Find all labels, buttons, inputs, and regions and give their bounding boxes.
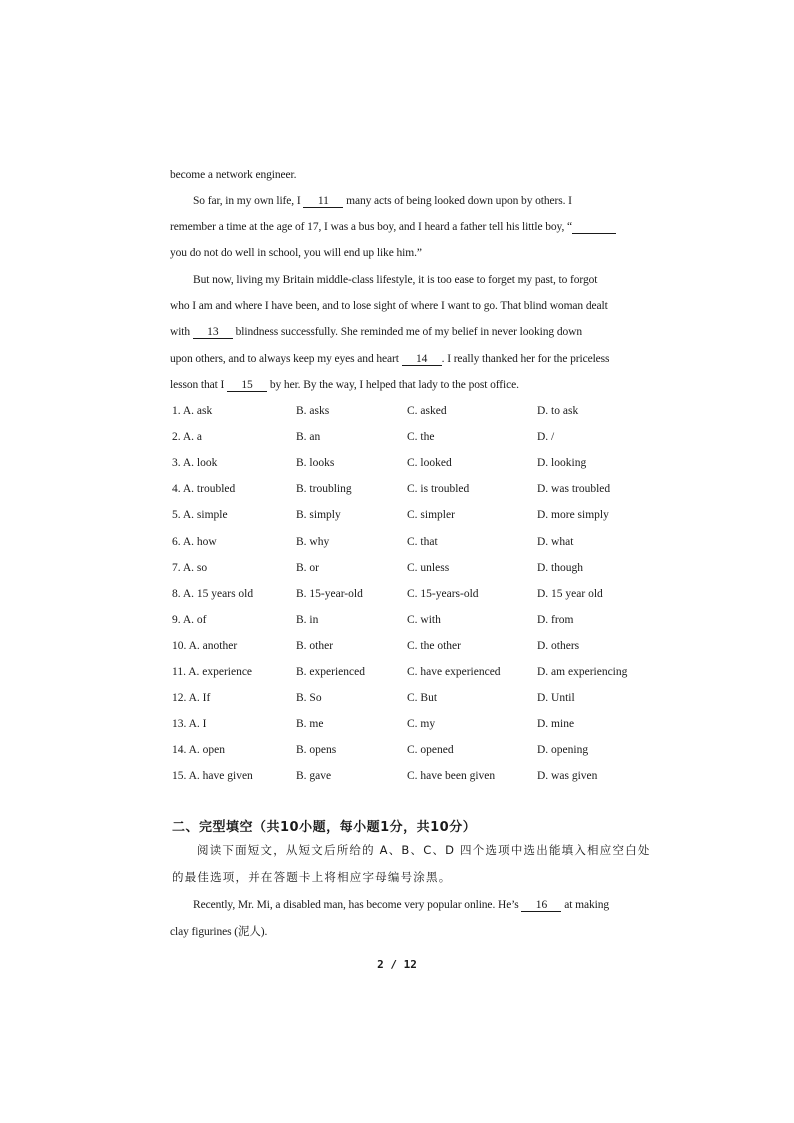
answer-blank: 15 (227, 379, 267, 392)
text-segment: many acts of being looked down upon by others. I (343, 195, 572, 207)
answer-blank: 16 (521, 899, 561, 912)
option-choice: C. asked (407, 405, 447, 417)
text-segment: upon others, and to always keep my eyes and heart (170, 353, 402, 365)
option-choice: B. me (296, 718, 324, 731)
option-choice: B. an (296, 431, 321, 444)
text-segment: at making (561, 899, 609, 911)
option-choice: 10. A. another (172, 639, 238, 652)
option-row (172, 665, 642, 679)
text-segment: become a network engineer. (170, 169, 297, 181)
option-choice: C. unless (407, 561, 450, 574)
option-choice: B. or (296, 561, 319, 574)
option-row (172, 587, 642, 601)
text-segment: by her. By the way, I helped that lady to the post office. (267, 379, 519, 391)
option-choice: C. with (407, 613, 441, 626)
option-row (172, 482, 642, 496)
option-choice: 4. A. troubled (172, 483, 236, 496)
text-line (170, 246, 640, 260)
option-choice: D. mine (537, 718, 575, 731)
option-choice: B. experienced (296, 666, 365, 678)
option-choice: D. from (537, 613, 574, 626)
option-choice: B. other (296, 639, 334, 652)
option-choice: D. 15 year old (537, 587, 603, 600)
option-choice: B. looks (296, 457, 335, 470)
option-choice: D. am experiencing (537, 666, 628, 678)
option-row (172, 430, 642, 444)
option-choice: C. But (407, 692, 438, 705)
option-choice: B. simply (296, 509, 341, 522)
option-row (172, 404, 642, 418)
option-choice: C. that (407, 535, 438, 548)
option-choice: 15. A. have given (172, 770, 253, 783)
text-line (170, 325, 640, 339)
page-number: 2 / 12 (377, 958, 417, 971)
option-row (172, 456, 642, 470)
option-choice: D. what (537, 535, 574, 548)
option-choice: C. looked (407, 457, 452, 470)
option-choice: D. was given (537, 770, 598, 783)
option-choice: C. simpler (407, 509, 455, 522)
option-choice: C. have been given (407, 770, 496, 783)
option-choice: D. to ask (537, 405, 579, 417)
text-line (170, 378, 640, 392)
option-choice: B. why (296, 535, 330, 548)
text-line (193, 273, 640, 287)
option-choice: 3. A. look (172, 457, 218, 470)
instruction-line-1: 阅读下面短文，从短文后所给的 A、B、C、D 四个选项中选出能填入相应空白处 (197, 843, 651, 857)
option-choice: C. the other (407, 639, 461, 652)
option-choice: 13. A. I (172, 718, 207, 731)
option-choice: B. asks (296, 405, 330, 417)
text-line (170, 168, 640, 182)
option-choice: C. the (407, 431, 435, 444)
text-line (193, 194, 640, 208)
option-choice: 2. A. a (172, 431, 203, 444)
text-segment: Recently, Mr. Mi, a disabled man, has become very popular online. He’s (193, 899, 522, 911)
option-row (172, 561, 642, 575)
option-row (172, 691, 642, 705)
option-choice: B. troubling (296, 483, 352, 496)
option-choice: 11. A. experience (172, 666, 253, 678)
option-choice: D. more simply (537, 509, 609, 522)
option-choice: D. looking (537, 457, 587, 470)
answer-blank: 11 (303, 195, 343, 208)
text-segment: lesson that I (170, 379, 228, 391)
answer-blank: 14 (402, 353, 442, 366)
option-row (172, 743, 642, 757)
answer-blank: 13 (193, 326, 233, 339)
option-choice: D. was troubled (537, 483, 611, 496)
option-choice: C. is troubled (407, 483, 470, 496)
text-segment: . I really thanked her for the priceless (441, 353, 610, 365)
text-segment: you do not do well in school, you will end up like him.” (170, 247, 422, 259)
text-line (193, 898, 640, 912)
section-title: 二、完型填空（共10小题，每小题1分，共10分） (172, 820, 477, 835)
text-segment: who I am and where I have been, and to lose sight of where I want to go. That blind woman dealt (170, 300, 608, 312)
text-line (170, 925, 640, 939)
option-choice: D. Until (537, 692, 575, 705)
option-choice: 1. A. ask (172, 405, 213, 417)
option-choice: B. So (296, 692, 322, 705)
text-segment: So far, in my own life, I (193, 195, 304, 207)
option-row (172, 717, 642, 731)
option-choice: B. opens (296, 744, 337, 757)
option-choice: 14. A. open (172, 744, 226, 757)
option-choice: B. 15-year-old (296, 587, 363, 600)
option-row (172, 613, 642, 627)
option-choice: C. opened (407, 744, 454, 757)
option-choice: 9. A. of (172, 613, 207, 626)
option-choice: C. my (407, 718, 436, 731)
option-row (172, 639, 642, 653)
option-row (172, 508, 642, 522)
option-choice: D. opening (537, 744, 589, 757)
option-choice: 6. A. how (172, 535, 217, 548)
option-choice: C. 15-years-old (407, 587, 479, 600)
option-choice: 5. A. simple (172, 509, 228, 522)
text-line (170, 220, 640, 234)
option-row (172, 535, 642, 549)
option-choice: 12. A. If (172, 692, 211, 705)
option-choice: D. though (537, 561, 583, 574)
text-line (170, 299, 640, 313)
text-segment: blindness successfully. She reminded me of my belief in never looking down (232, 326, 582, 338)
option-row (172, 769, 642, 783)
option-choice: B. gave (296, 770, 332, 783)
text-segment: But now, living my Britain middle-class lifestyle, it is too ease to forget my past, to forgot (193, 274, 598, 286)
text-segment: clay figurines (泥人). (170, 926, 268, 938)
instruction-line-2: 的最佳选项，并在答题卡上将相应字母编号涂黑。 (172, 870, 452, 884)
text-segment: with (170, 326, 193, 338)
option-choice: D. others (537, 639, 580, 652)
text-segment: remember a time at the age of 17, I was a bus boy, and I heard a father tell his little boy, “ (170, 221, 573, 233)
option-choice: D. / (537, 431, 555, 444)
answer-blank (572, 221, 616, 234)
text-line (170, 352, 640, 366)
option-choice: 8. A. 15 years old (172, 587, 254, 600)
option-choice: B. in (296, 613, 319, 626)
option-choice: 7. A. so (172, 561, 208, 574)
option-choice: C. have experienced (407, 666, 501, 678)
